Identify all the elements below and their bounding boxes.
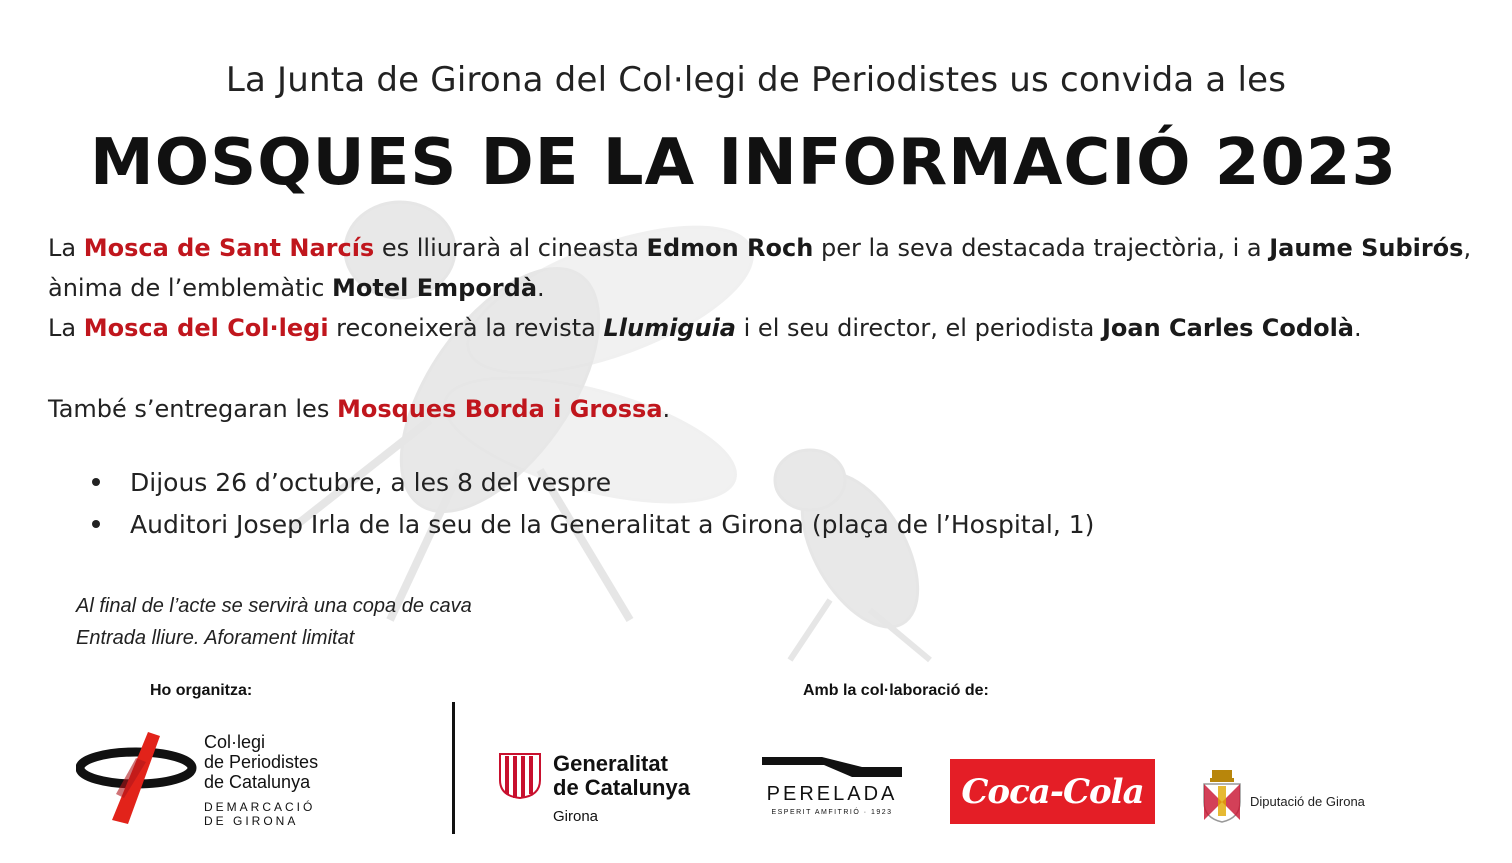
collegi-name <box>204 732 318 792</box>
event-notes <box>76 590 472 654</box>
generalitat-logo <box>498 748 728 832</box>
cocacola-wordmark: Coca-Cola <box>961 771 1144 812</box>
bullet-icon <box>92 478 100 486</box>
perelada-name: PERELADA <box>766 783 898 805</box>
text: reconeixerà la revista <box>328 314 604 342</box>
collegi-line: de Periodistes <box>204 752 319 772</box>
venue-name: Motel Empordà <box>332 274 538 302</box>
collaboration-label: Amb la col·laboració de: <box>803 682 989 699</box>
award-name: Mosca del Col·legi <box>83 314 329 342</box>
diputacio-girona-logo <box>1200 768 1400 824</box>
text: es lliurarà al cineasta <box>374 234 647 262</box>
magazine-name: Llumiguia <box>603 314 736 342</box>
text: La <box>48 234 84 262</box>
organizer-label: Ho organitza: <box>150 682 253 699</box>
collegi-demarcacio <box>204 800 315 828</box>
paragraph-mosques-borda <box>48 389 1488 429</box>
event-title: MOSQUES DE LA INFORMACIÓ 2023 <box>90 126 1397 200</box>
generalitat-name <box>553 752 690 800</box>
honoree-name: Jaume Subirós <box>1269 234 1464 262</box>
diputacio-crest-icon <box>1200 768 1244 824</box>
honoree-name: Edmon Roch <box>646 234 814 262</box>
text: . <box>662 395 671 423</box>
text: La <box>48 314 84 342</box>
collegi-sub-line: DE GIRONA <box>204 814 299 828</box>
honoree-name: Joan Carles Codolà <box>1101 314 1354 342</box>
invitation-line: La Junta de Girona del Col·legi de Periodistes us convida a les <box>225 60 1287 100</box>
perelada-tagline: ESPERIT AMFITRIÓ · 1923 <box>771 809 893 816</box>
bullet-icon <box>92 520 100 528</box>
note-cava: Al final de l’acte se servirà una copa de cava <box>76 595 472 617</box>
event-venue: Auditori Josep Irla de la seu de la Generalitat a Girona (plaça de l’Hospital, 1) <box>130 510 1095 539</box>
event-details-list <box>90 462 1094 546</box>
collegi-line: Col·legi <box>204 732 266 752</box>
paragraph-mosca-sant-narcis <box>48 228 1488 308</box>
text: , ànima de l’emblemàtic <box>48 234 1472 302</box>
text: per la seva destacada trajectòria, i a <box>813 234 1270 262</box>
gencat-line: Generalitat <box>553 751 668 776</box>
text: També s’entregaran les <box>48 395 337 423</box>
award-name: Mosques Borda i Grossa <box>336 395 663 423</box>
text: i el seu director, el periodista <box>736 314 1102 342</box>
perelada-logo <box>762 755 902 821</box>
cocacola-logo <box>950 759 1155 824</box>
collegi-line: de Catalunya <box>204 772 311 792</box>
collegi-periodistes-logo <box>76 728 356 833</box>
generalitat-girona: Girona <box>553 808 599 825</box>
text: . <box>1354 314 1362 342</box>
diputacio-name: Diputació de Girona <box>1250 794 1365 809</box>
collegi-sub-line: DEMARCACIÓ <box>204 800 316 814</box>
note-entry: Entrada lliure. Aforament limitat <box>76 627 355 649</box>
paragraph-mosca-collegi <box>48 308 1488 348</box>
award-name: Mosca de Sant Narcís <box>83 234 375 262</box>
perelada-skyline-icon <box>762 755 902 779</box>
gencat-line: de Catalunya <box>553 775 690 800</box>
text: . <box>537 274 545 302</box>
list-item <box>90 504 1094 546</box>
list-item <box>90 462 1094 504</box>
event-date: Dijous 26 d’octubre, a les 8 del vespre <box>130 468 612 497</box>
senyera-shield-icon <box>498 752 542 800</box>
logo-divider <box>452 702 455 834</box>
collegi-emblem-icon <box>76 728 201 833</box>
